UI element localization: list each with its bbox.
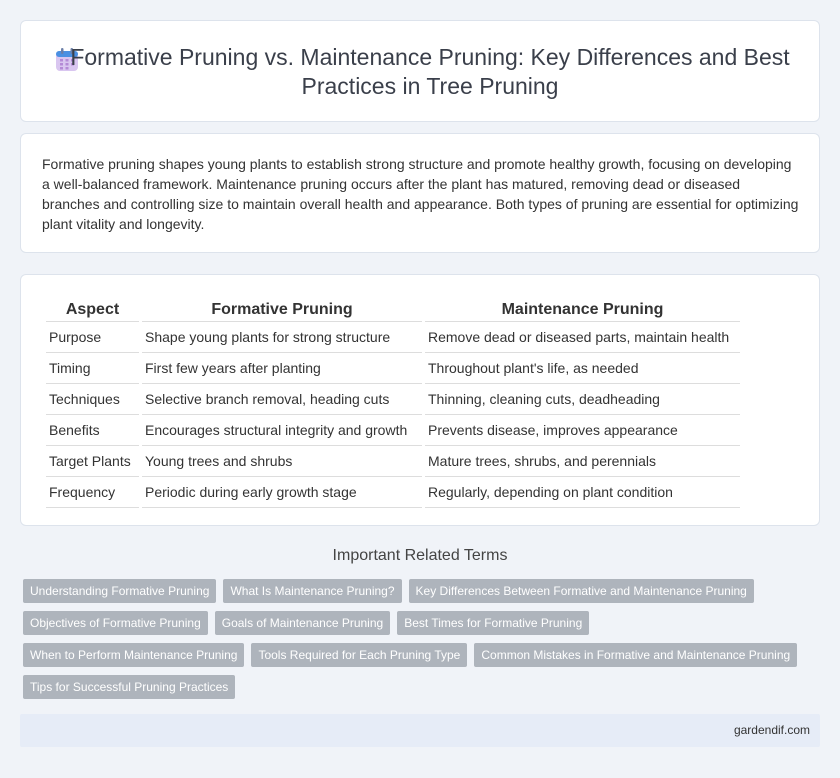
related-term-link[interactable]: Common Mistakes in Formative and Maintenance Pruning	[474, 643, 797, 667]
related-term-link[interactable]: Objectives of Formative Pruning	[23, 611, 208, 635]
tag-row	[23, 579, 823, 603]
table-cell: Throughout plant's life, as needed	[425, 353, 740, 384]
table-row	[46, 353, 740, 384]
table-cell: Thinning, cleaning cuts, deadheading	[425, 384, 740, 415]
table-row	[46, 477, 740, 508]
title-card	[20, 20, 820, 122]
table-row	[46, 384, 740, 415]
table-cell: Techniques	[46, 384, 139, 415]
table-row	[46, 415, 740, 446]
tag-row	[23, 643, 823, 667]
column-header-formative: Formative Pruning	[142, 294, 422, 322]
intro-card	[20, 133, 820, 253]
table-cell: Purpose	[46, 322, 139, 353]
related-term-link[interactable]: Goals of Maintenance Pruning	[215, 611, 390, 635]
related-term-link[interactable]: Understanding Formative Pruning	[23, 579, 216, 603]
table-cell: First few years after planting	[142, 353, 422, 384]
table-cell: Remove dead or diseased parts, maintain health	[425, 322, 740, 353]
related-term-link[interactable]: What Is Maintenance Pruning?	[223, 579, 401, 603]
table-cell: Young trees and shrubs	[142, 446, 422, 477]
related-terms-list	[23, 579, 823, 707]
tag-row	[23, 675, 823, 699]
table-cell: Frequency	[46, 477, 139, 508]
footer	[20, 714, 820, 747]
footer-site-name: gardendif.com	[733, 723, 810, 737]
comparison-table	[43, 294, 743, 508]
table-row	[46, 446, 740, 477]
table-cell: Regularly, depending on plant condition	[425, 477, 740, 508]
related-term-link[interactable]: Best Times for Formative Pruning	[397, 611, 589, 635]
column-header-aspect: Aspect	[46, 294, 139, 322]
related-term-link[interactable]: Tips for Successful Pruning Practices	[23, 675, 235, 699]
page-title: Formative Pruning vs. Maintenance Pruning: Key Differences and Best Practices in Tree Pruning	[70, 44, 790, 99]
table-cell: Mature trees, shrubs, and perennials	[425, 446, 740, 477]
table-cell: Benefits	[46, 415, 139, 446]
table-cell: Periodic during early growth stage	[142, 477, 422, 508]
table-cell: Timing	[46, 353, 139, 384]
tag-row	[23, 611, 823, 635]
comparison-card	[20, 274, 820, 526]
table-cell: Shape young plants for strong structure	[142, 322, 422, 353]
related-term-link[interactable]: Key Differences Between Formative and Maintenance Pruning	[409, 579, 754, 603]
related-terms-heading: Important Related Terms	[332, 547, 508, 564]
table-row	[46, 322, 740, 353]
column-header-maintenance: Maintenance Pruning	[425, 294, 740, 322]
table-cell: Target Plants	[46, 446, 139, 477]
related-term-link[interactable]: When to Perform Maintenance Pruning	[23, 643, 244, 667]
related-term-link[interactable]: Tools Required for Each Pruning Type	[251, 643, 467, 667]
table-cell: Selective branch removal, heading cuts	[142, 384, 422, 415]
intro-paragraph: Formative pruning shapes young plants to establish strong structure and promote healthy growth, focusing on developing a well-balanced framework. Maintenance pruning occurs after the plant has matured, removing dead or diseased branches and controlling size to maintain overall health and appearance. Both types of pruning are essential for optimizing plant vitality and longevity.	[42, 156, 799, 232]
table-cell: Prevents disease, improves appearance	[425, 415, 740, 446]
table-header-row	[46, 294, 740, 322]
table-cell: Encourages structural integrity and growth	[142, 415, 422, 446]
